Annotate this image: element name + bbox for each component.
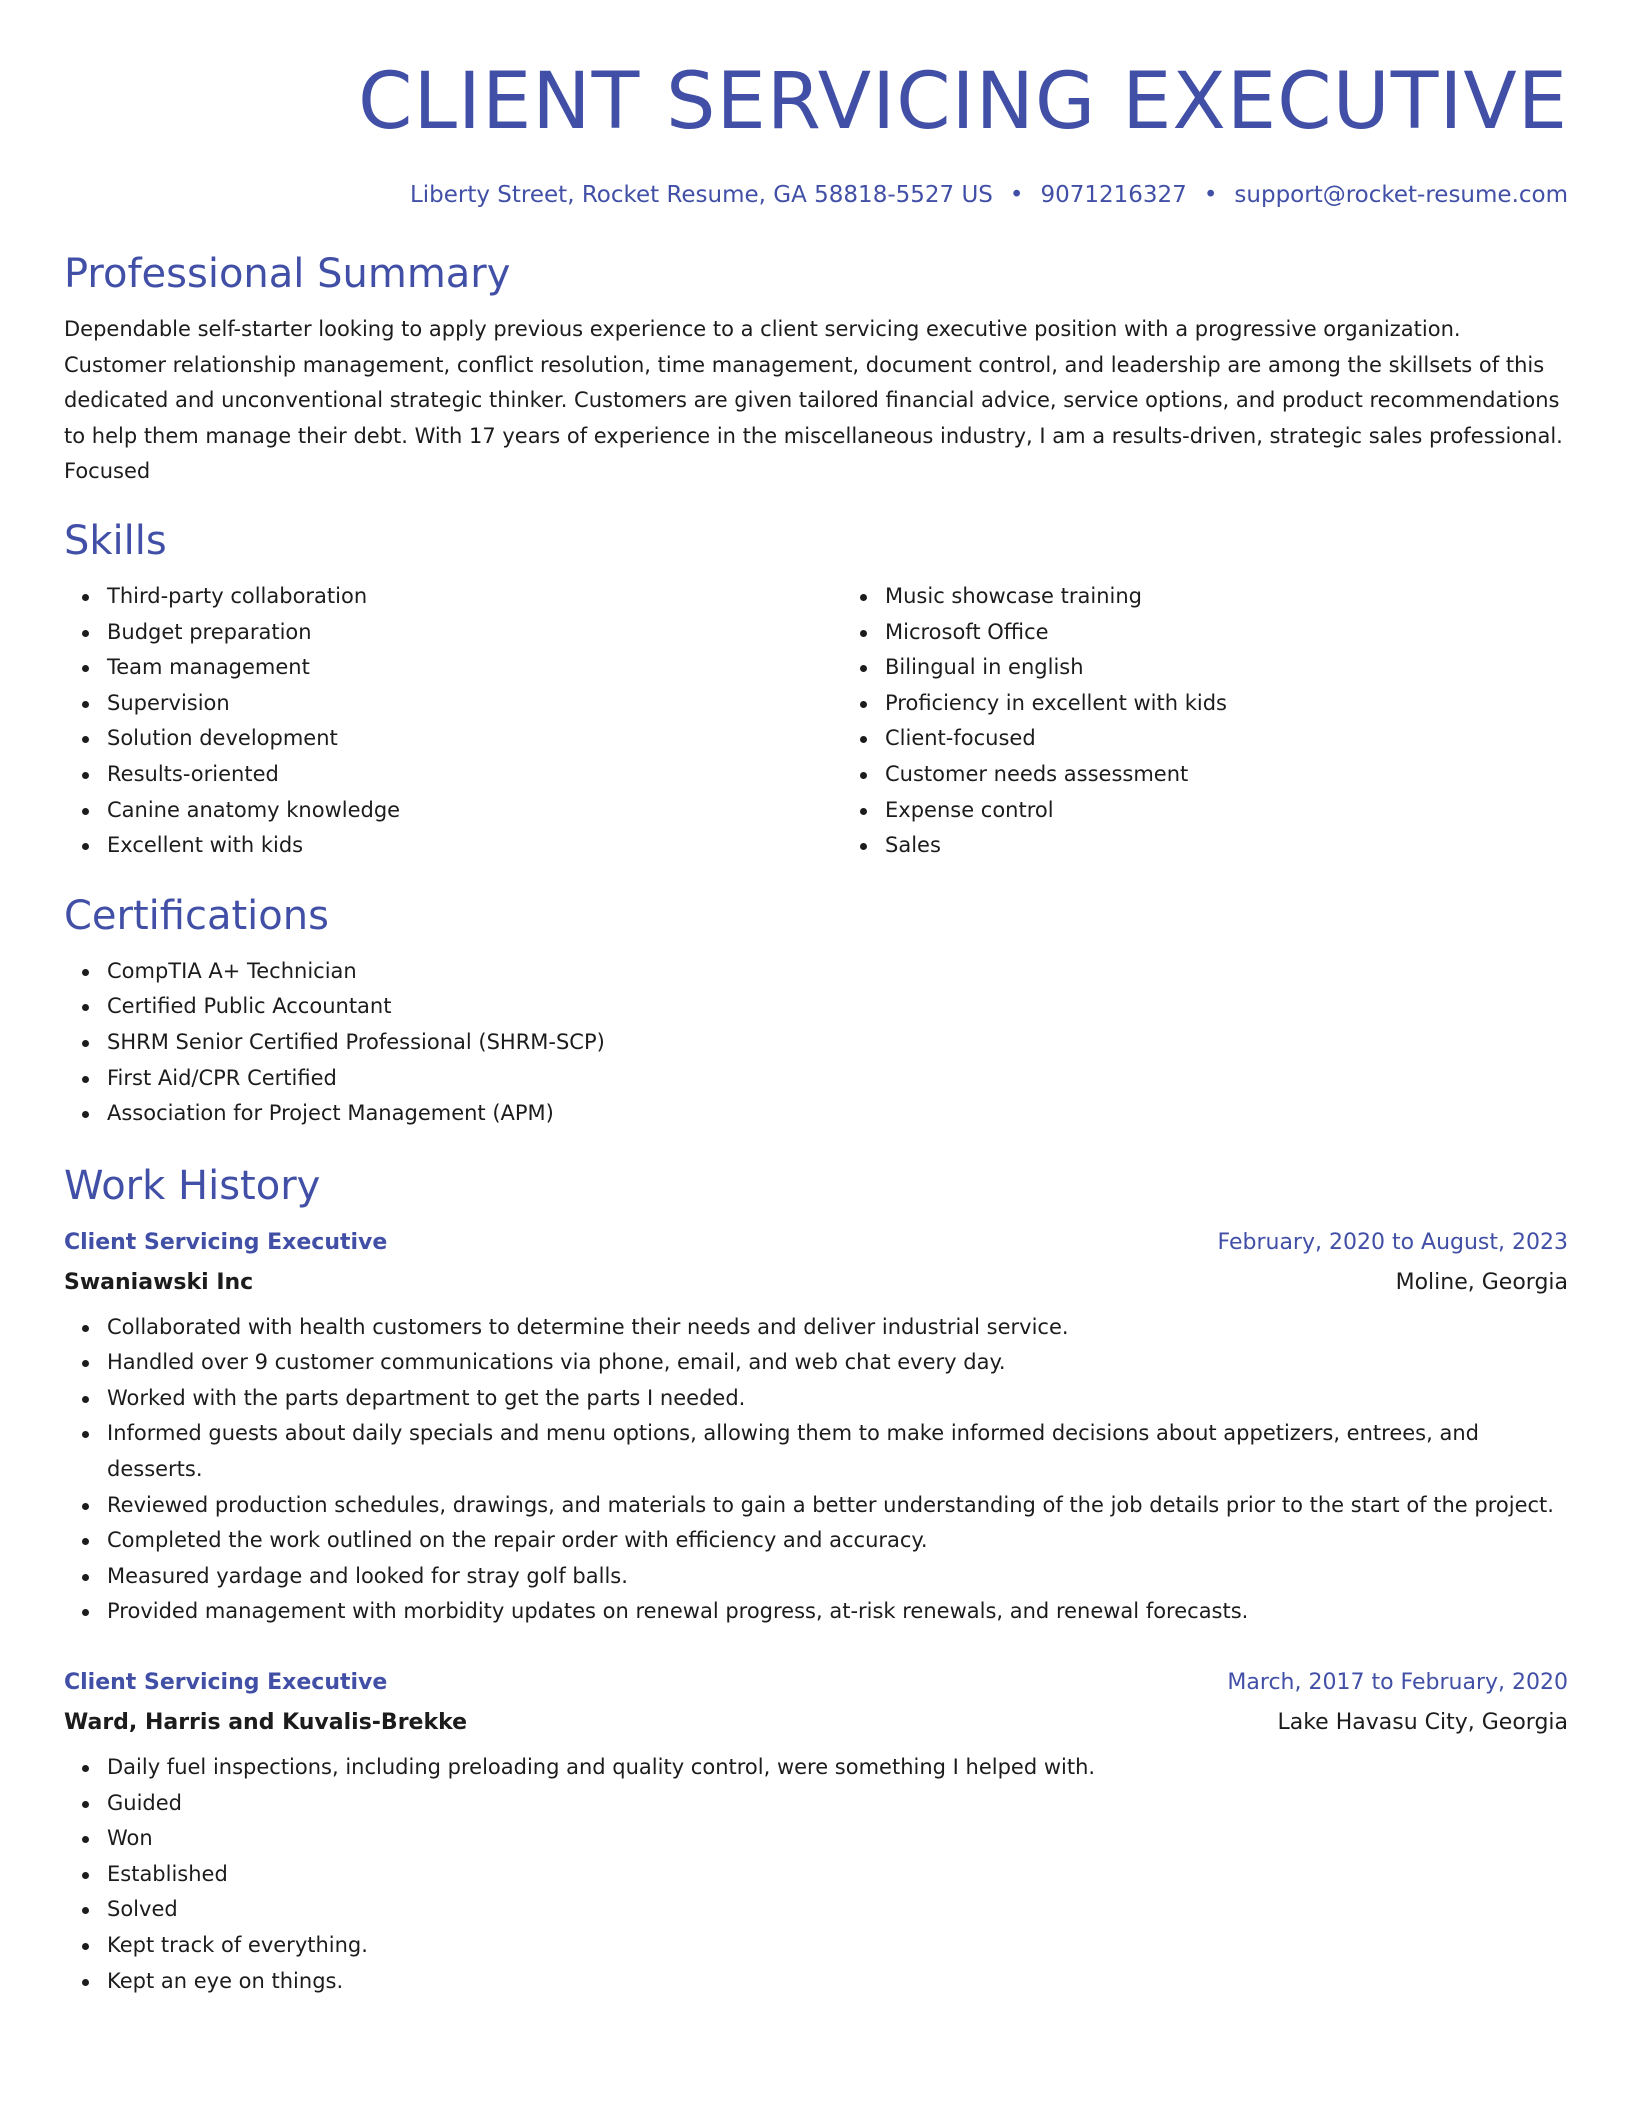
skill-item: Team management xyxy=(107,650,842,686)
job-duty: Informed guests about daily specials and menu options, allowing them to make informed decisions about appetizers, entrees, and desserts. xyxy=(107,1416,1568,1487)
certifications-list xyxy=(64,954,1568,1132)
contact-email[interactable]: support@rocket-resume.com xyxy=(1234,182,1568,208)
job-duty: Daily fuel inspections, including preloading and quality control, were something I helped with. xyxy=(107,1750,1568,1786)
job-entry xyxy=(64,1666,1568,1999)
job-company-row xyxy=(64,1706,1568,1740)
skill-item: Budget preparation xyxy=(107,615,842,651)
job-duty: Completed the work outlined on the repair order with efficiency and accuracy. xyxy=(107,1523,1568,1559)
skill-item: Canine anatomy knowledge xyxy=(107,793,842,829)
skill-item: Proficiency in excellent with kids xyxy=(885,686,1620,722)
skill-item: Client-focused xyxy=(885,721,1620,757)
skill-item: Third-party collaboration xyxy=(107,579,842,615)
certification-item: Certified Public Accountant xyxy=(107,989,1568,1025)
job-employer: Ward, Harris and Kuvalis-Brekke xyxy=(64,1710,468,1736)
job-duty: Provided management with morbidity updates on renewal progress, at-risk renewals, and renewal forecasts. xyxy=(107,1594,1568,1630)
job-location: Lake Havasu City, Georgia xyxy=(1277,1710,1568,1736)
certifications-heading: Certifications xyxy=(64,892,329,939)
job-duties-list xyxy=(64,1310,1568,1630)
contact-line xyxy=(64,180,1568,210)
job-duty: Worked with the parts department to get the parts I needed. xyxy=(107,1381,1568,1417)
skill-item: Sales xyxy=(885,828,1620,864)
summary-text: Dependable self-starter looking to apply previous experience to a client servicing executive position with a progressive organization. Customer relationship management, conflict resolution, time management, document control, and leadership are among the skillsets of this dedicated and unconventional strategic thinker. Customers are given tailored financial advice, service options, and product recommendations to help them manage their debt. With 17 years of experience in the miscellaneous industry, I am a results-driven, strategic sales professional. Focused xyxy=(64,317,1563,484)
certification-item: CompTIA A+ Technician xyxy=(107,954,1568,990)
skill-item: Customer needs assessment xyxy=(885,757,1620,793)
job-role: Client Servicing Executive xyxy=(64,1670,388,1696)
job-entry xyxy=(64,1226,1568,1630)
certification-item: Association for Project Management (APM) xyxy=(107,1096,1568,1132)
job-role: Client Servicing Executive xyxy=(64,1229,388,1255)
contact-address: Liberty Street, Rocket Resume, GA 58818-5527 US xyxy=(409,182,993,208)
job-duties-list xyxy=(64,1750,1568,1999)
certification-item: SHRM Senior Certified Professional (SHRM-SCP) xyxy=(107,1025,1568,1061)
work-history-heading: Work History xyxy=(64,1162,321,1209)
resume-header xyxy=(64,0,1568,210)
job-duty: Collaborated with health customers to determine their needs and deliver industrial service. xyxy=(107,1310,1568,1346)
contact-phone: 9071216327 xyxy=(1040,182,1187,208)
job-duty: Handled over 9 customer communications via phone, email, and web chat every day. xyxy=(107,1345,1568,1381)
job-duty: Guided xyxy=(107,1786,1568,1822)
certification-item: First Aid/CPR Certified xyxy=(107,1061,1568,1097)
job-dates: March, 2017 to February, 2020 xyxy=(1227,1670,1568,1696)
skill-item: Microsoft Office xyxy=(885,615,1620,651)
job-duty: Solved xyxy=(107,1892,1568,1928)
job-location: Moline, Georgia xyxy=(1395,1269,1568,1295)
job-duty: Reviewed production schedules, drawings, and materials to gain a better understanding of the job details prior to the start of the project. xyxy=(107,1488,1568,1524)
skill-item: Results-oriented xyxy=(107,757,842,793)
job-role-row xyxy=(64,1666,1568,1700)
summary-heading: Professional Summary xyxy=(64,251,511,297)
skill-item: Supervision xyxy=(107,686,842,722)
skill-item: Excellent with kids xyxy=(107,828,842,864)
job-duty: Kept track of everything. xyxy=(107,1928,1568,1964)
job-duty: Won xyxy=(107,1821,1568,1857)
job-employer: Swaniawski Inc xyxy=(64,1269,254,1295)
job-role-row xyxy=(64,1226,1568,1260)
job-company-row xyxy=(64,1266,1568,1300)
page-title: CLIENT SERVICING EXECUTIVE xyxy=(358,57,1568,147)
job-duty: Measured yardage and looked for stray golf balls. xyxy=(107,1559,1568,1595)
skill-item: Expense control xyxy=(885,793,1620,829)
skills-column-right xyxy=(842,579,1620,864)
skill-item: Bilingual in english xyxy=(885,650,1620,686)
skills-column-left xyxy=(64,579,842,864)
skill-item: Music showcase training xyxy=(885,579,1620,615)
contact-separator: • xyxy=(1203,182,1218,208)
job-duty: Established xyxy=(107,1857,1568,1893)
job-dates: February, 2020 to August, 2023 xyxy=(1217,1229,1568,1255)
skills-list xyxy=(64,579,1568,864)
skill-item: Solution development xyxy=(107,721,842,757)
job-duty: Kept an eye on things. xyxy=(107,1964,1568,2000)
skills-heading: Skills xyxy=(64,517,167,564)
contact-separator: • xyxy=(1009,182,1024,208)
